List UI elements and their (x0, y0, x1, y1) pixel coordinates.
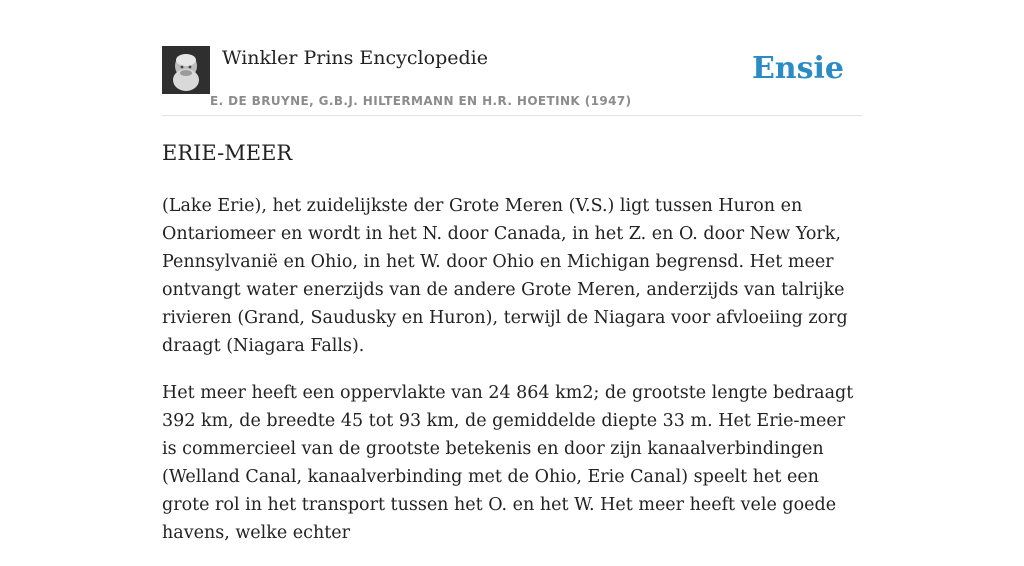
ensie-logo[interactable]: Ensie (751, 51, 844, 86)
article-body (162, 192, 862, 566)
article-paragraph: (Lake Erie), het zuidelijkste der Grote Meren (V.S.) ligt tussen Huron en Ontariomeer en wordt in het N. door Canada, in het Z. en O. door New York, Pennsylvanië en Ohio, in het W. door Ohio en Michigan begrensd. Het meer ontvangt water enerzijds van de andere Grote Meren, anderzijds van talrijke rivieren (Grand, Saudusky en Huron), terwijl de Niagara voor afvloeiing zorg draagt (Niagara Falls). (162, 196, 848, 356)
article-paragraph: Het meer heeft een oppervlakte van 24 864 km2; de grootste lengte bedraagt 392 km, de breedte 45 tot 93 km, de gemiddelde diepte 33 m. Het Erie-meer is commercieel van de grootste betekenis en door zijn kanaalverbindingen (Welland Canal, kanaalverbinding met de Ohio, Erie Canal) speelt het een grote rol in het transport tussen het O. en het W. Het meer heeft vele goede havens, welke echter (162, 383, 854, 543)
site-title-link[interactable]: Winkler Prins Encyclopedie (222, 47, 488, 69)
authors-line: E. DE BRUYNE, G.B.J. HILTERMANN EN H.R. HOETINK (1947) (210, 94, 632, 108)
site-header (162, 44, 862, 116)
article-title: ERIE-MEER (162, 141, 293, 165)
portrait-avatar-icon[interactable] (162, 46, 210, 94)
